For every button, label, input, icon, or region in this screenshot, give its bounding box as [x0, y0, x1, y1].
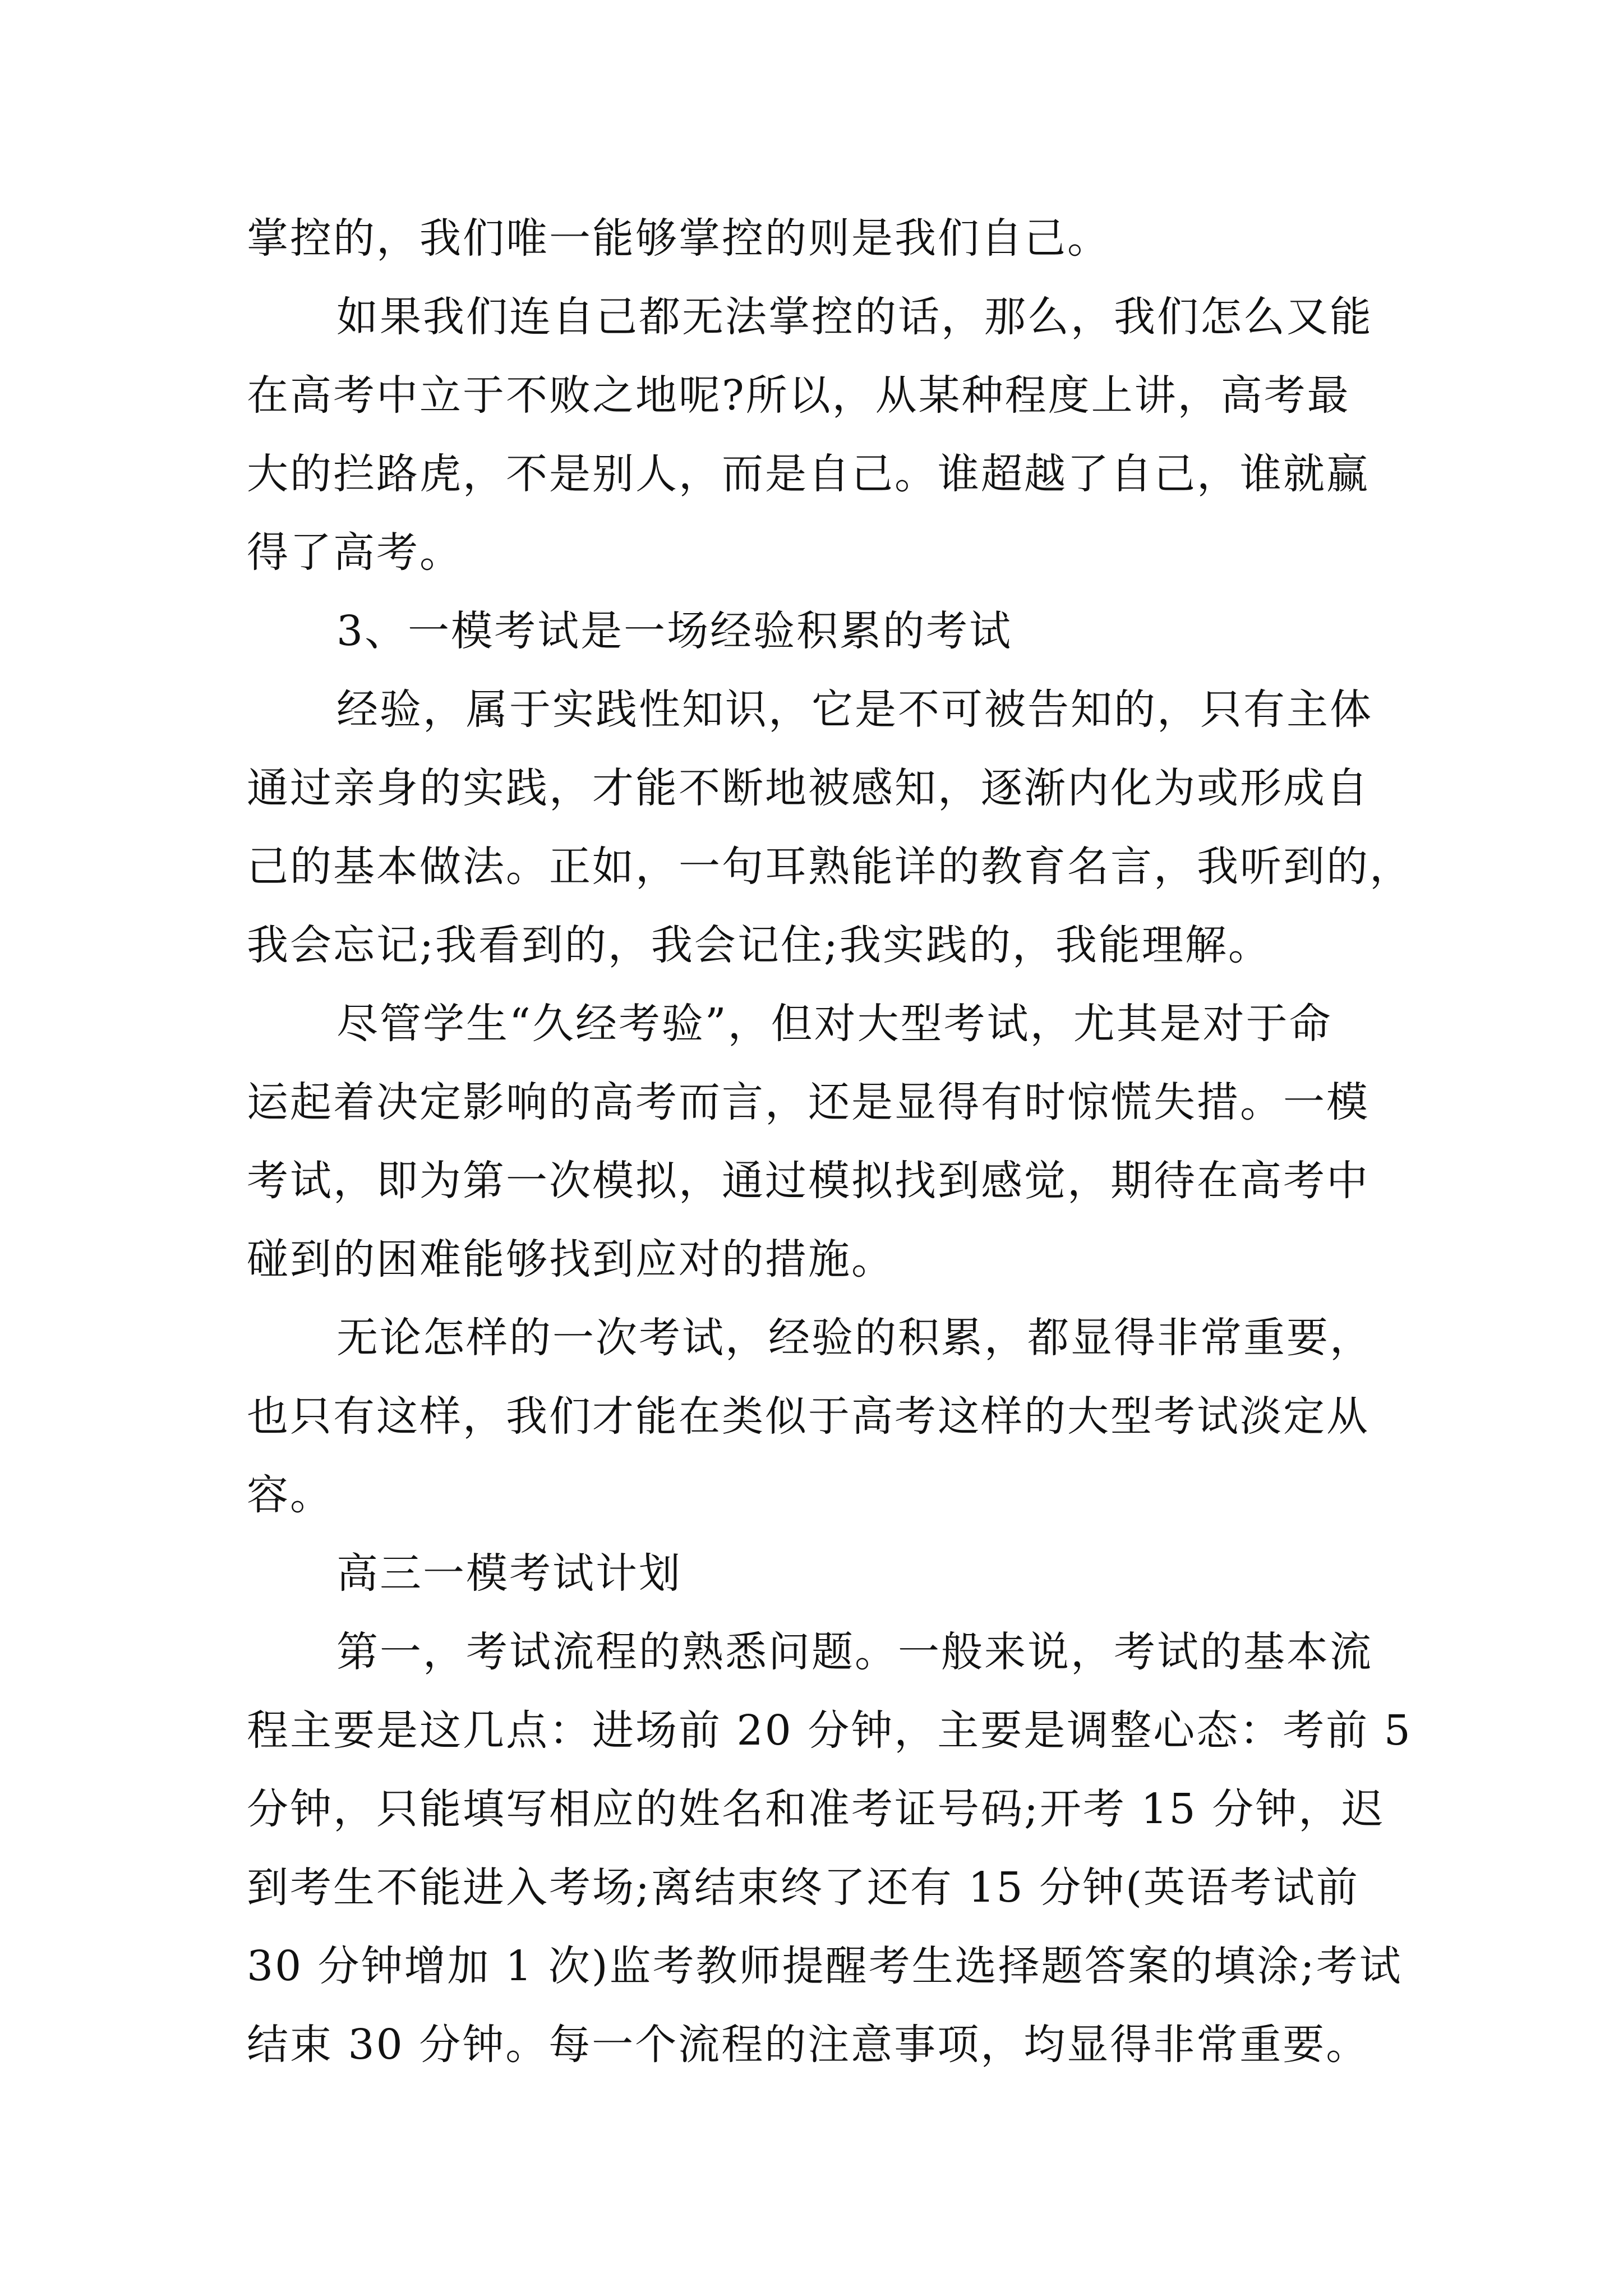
text-line: 在高考中立于不败之地呢?所以，从某种程度上讲，高考最: [247, 371, 1350, 420]
section-heading: 3、一模考试是一场经验积累的考试: [336, 607, 1013, 655]
text-line: 30 分钟增加 1 次)监考教师提醒考生选择题答案的填涂;考试: [247, 1942, 1403, 1990]
text-line: 大的拦路虎，不是别人，而是自己。谁超越了自己，谁就赢: [247, 450, 1370, 498]
text-line: 碰到的困难能够找到应对的措施。: [247, 1235, 895, 1283]
text-line: 容。: [247, 1471, 333, 1519]
section-heading: 高三一模考试计划: [336, 1549, 682, 1598]
text-line: 结束 30 分钟。每一个流程的注意事项，均显得非常重要。: [247, 2021, 1370, 2069]
text-line: 得了高考。: [247, 528, 463, 577]
text-line: 我会忘记;我看到的，我会记住;我实践的，我能理解。: [247, 921, 1271, 969]
text-line: 也只有这样，我们才能在类似于高考这样的大型考试淡定从: [247, 1392, 1370, 1441]
text-line: 分钟，只能填写相应的姓名和准考证号码;开考 15 分钟，迟: [247, 1785, 1385, 1833]
text-line: 运起着决定影响的高考而言，还是显得有时惊慌失措。一模: [247, 1078, 1370, 1126]
text-line: 通过亲身的实践，才能不断地被感知，逐渐内化为或形成自: [247, 764, 1370, 812]
text-line: 如果我们连自己都无法掌控的话，那么，我们怎么又能: [336, 293, 1373, 341]
text-line: 经验，属于实践性知识，它是不可被告知的，只有主体: [336, 685, 1373, 734]
text-line: 到考生不能进入考场;离结束终了还有 15 分钟(英语考试前: [247, 1864, 1360, 1912]
text-line: 程主要是这几点：进场前 20 分钟，主要是调整心态：考前 5: [247, 1706, 1412, 1755]
text-line: 尽管学生“久经考验”，但对大型考试，尤其是对于命: [336, 1000, 1332, 1048]
text-line: 无论怎样的一次考试，经验的积累，都显得非常重要，: [336, 1314, 1373, 1362]
text-line: 掌控的，我们唯一能够掌控的则是我们自己。: [247, 214, 1110, 263]
text-line: 考试，即为第一次模拟，通过模拟找到感觉，期待在高考中: [247, 1157, 1370, 1205]
document-body: [247, 199, 1413, 2084]
text-line: 己的基本做法。正如，一句耳熟能详的教育名言，我听到的，: [247, 843, 1413, 891]
text-line: 第一，考试流程的熟悉问题。一般来说，考试的基本流: [336, 1628, 1373, 1676]
